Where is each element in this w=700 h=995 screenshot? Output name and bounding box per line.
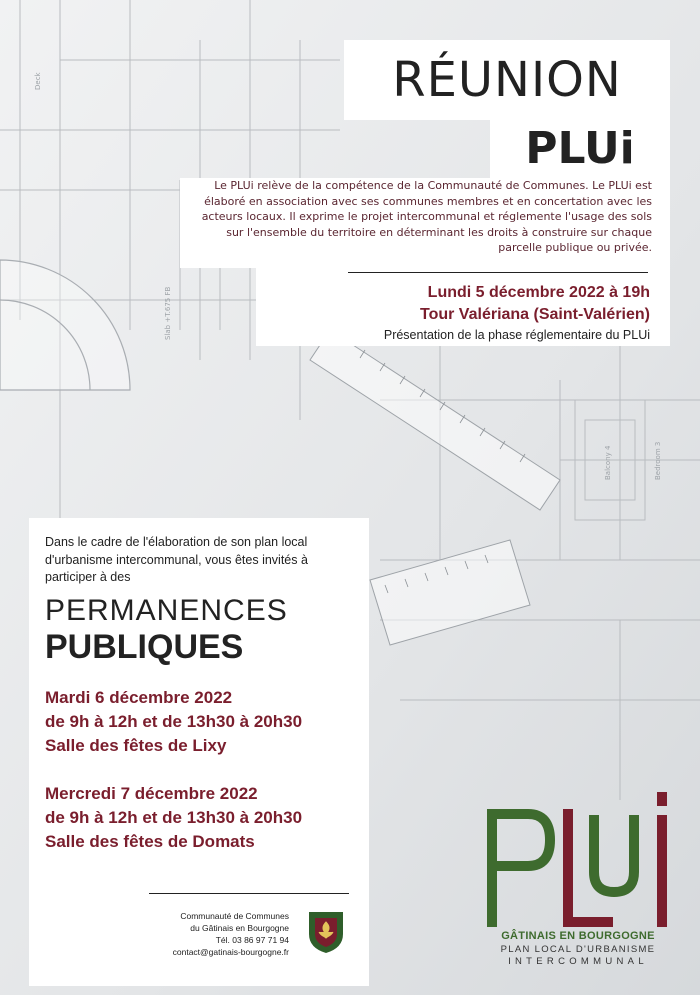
svg-text:Bedroom 3: Bedroom 3 — [654, 441, 662, 480]
session-place: Salle des fêtes de Domats — [45, 832, 255, 851]
meeting-subject: Présentation de la phase réglementaire du PLUi — [383, 328, 650, 342]
logo-plan-local: PLAN LOCAL D'URBANISME — [500, 944, 656, 955]
divider — [348, 272, 648, 273]
svg-text:Slab +T.675 FB: Slab +T.675 FB — [164, 286, 172, 340]
logo-caption — [480, 930, 676, 967]
divider — [149, 893, 349, 894]
session-date: Mercredi 7 décembre 2022 — [45, 784, 258, 803]
intro-paragraph — [180, 178, 670, 268]
session-hours: de 9h à 12h et de 13h30 à 20h30 — [45, 712, 303, 731]
crest-icon — [307, 910, 345, 954]
meeting-date: Lundi 5 décembre 2022 à 19h — [427, 284, 650, 301]
logo-gatinais: GÂTINAIS EN BOURGOGNE — [501, 930, 655, 942]
logo-intercommunal: INTERCOMMUNAL — [508, 956, 648, 967]
contact-block — [173, 910, 289, 958]
plui-logo — [486, 780, 676, 930]
contact-phone[interactable]: Tél. 03 86 97 71 94 — [215, 935, 289, 945]
meeting-info — [256, 268, 670, 346]
svg-text:Deck: Deck — [34, 72, 42, 90]
meeting-place: Tour Valériana (Saint-Valérien) — [420, 306, 650, 323]
publiques-title: PUBLIQUES — [45, 628, 244, 666]
permanences-intro: Dans le cadre de l'élaboration de son plan local d'urbanisme intercommunal, vous êtes invités à participer à des — [45, 535, 308, 584]
contact-email[interactable]: contact@gatinais-bourgogne.fr — [172, 947, 289, 957]
session-hours: de 9h à 12h et de 13h30 à 20h30 — [45, 808, 303, 827]
session-2 — [45, 782, 302, 854]
svg-text:Balcony 4: Balcony 4 — [604, 445, 612, 480]
contact-org-line1: Communauté de Communes — [180, 911, 289, 921]
intro-text: Le PLUi relève de la compétence de la Communauté de Communes. Le PLUi est élaboré en association avec ses communes membres et en concertation avec les acteurs locaux. Il exprime le projet intercommunal et réglemente l'usage des sols sur l'ensemble du territoire en déterminant les droits à construire sur chaque parcelle publique ou privée. — [201, 179, 652, 254]
session-1 — [45, 686, 302, 758]
permanences-panel — [29, 518, 369, 986]
session-place: Salle des fêtes de Lixy — [45, 736, 227, 755]
permanences-title: PERMANENCES — [45, 594, 288, 627]
title-reunion: RÉUNION — [344, 40, 670, 120]
session-date: Mardi 6 décembre 2022 — [45, 688, 233, 707]
title-plui: PLUi — [490, 118, 670, 180]
contact-org-line2: du Gâtinais en Bourgogne — [190, 923, 289, 933]
